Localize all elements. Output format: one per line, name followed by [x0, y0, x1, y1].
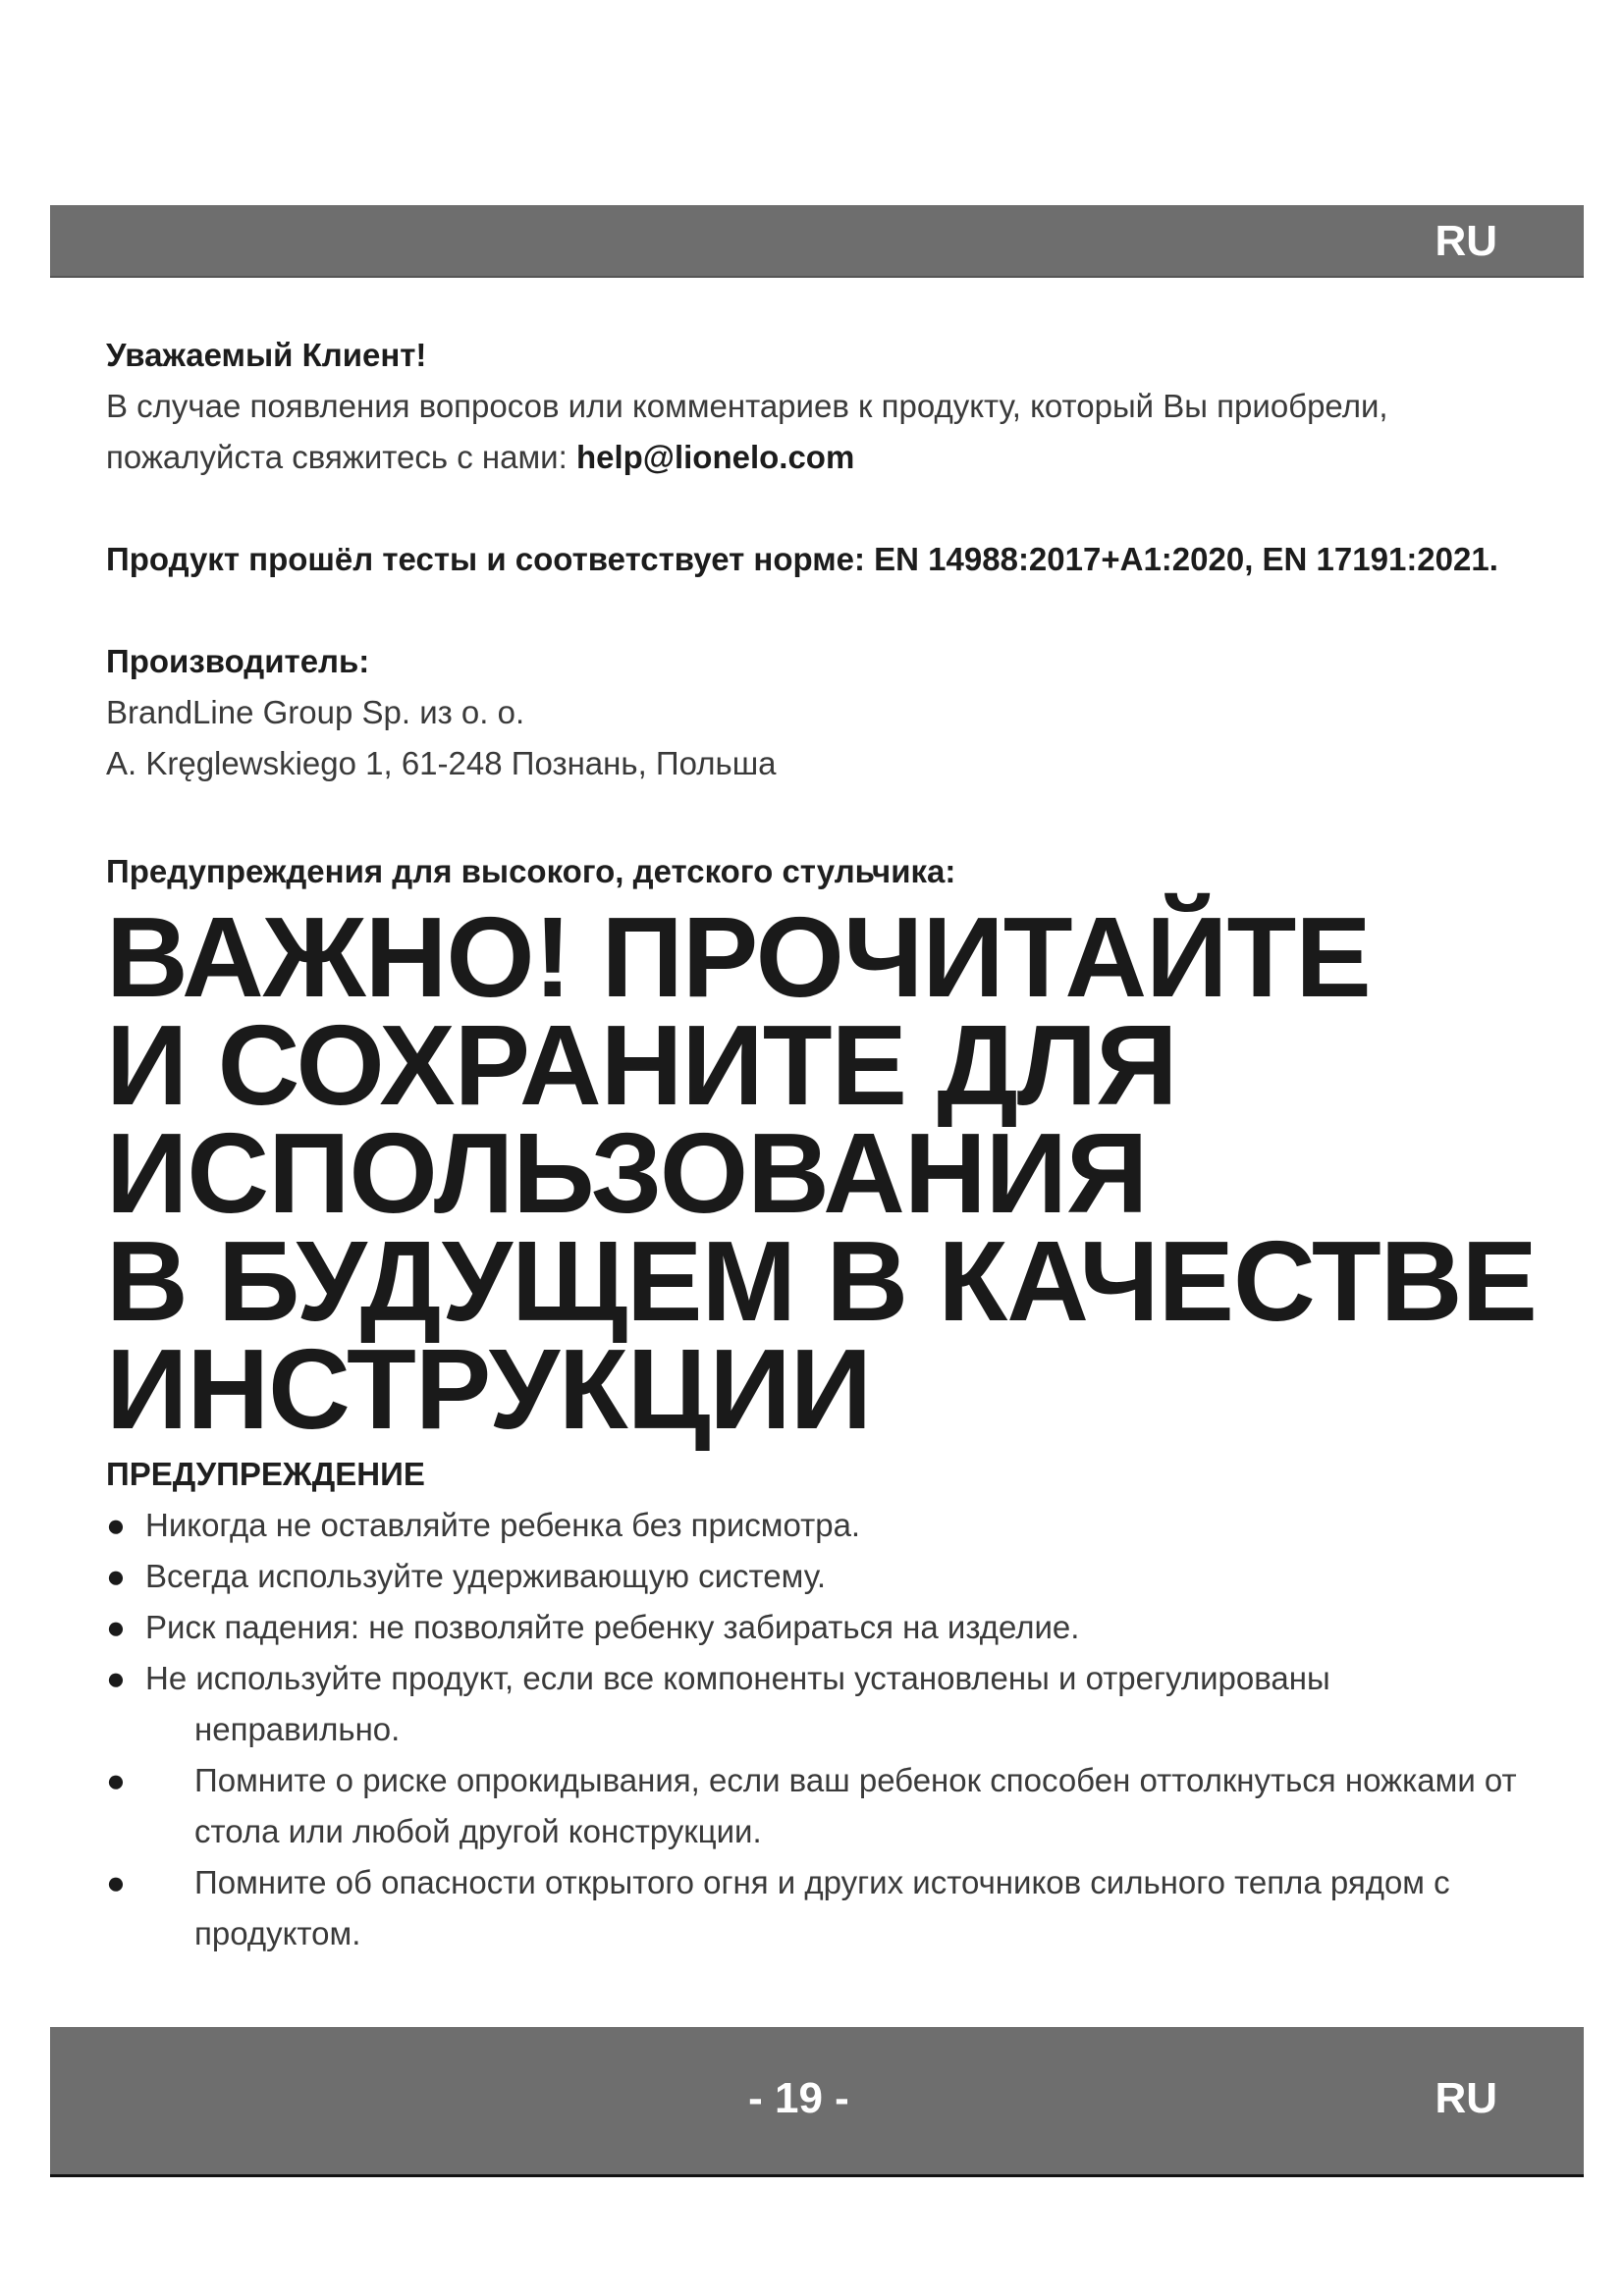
- headline-line: В БУДУЩЕМ В КАЧЕСТВЕ: [106, 1217, 1537, 1345]
- warning-title: ПРЕДУПРЕЖДЕНИЕ: [106, 1456, 425, 1492]
- page-content: [106, 330, 1537, 1959]
- greeting-title: Уважаемый Клиент!: [106, 337, 427, 373]
- list-item: [106, 1500, 1520, 1551]
- language-label: RU: [1435, 217, 1497, 265]
- warnings-heading: Предупреждения для высокого, детского стульчика:: [106, 853, 956, 889]
- bullet-icon: ●: [106, 1864, 126, 1900]
- list-item: [106, 1551, 1520, 1602]
- headline-line: ВАЖНО! ПРОЧИТАЙТЕ: [106, 893, 1371, 1021]
- footer-language-label: RU: [1435, 2074, 1497, 2122]
- bullet-icon: ●: [106, 1609, 126, 1645]
- manufacturer-name: BrandLine Group Sp. из о. о.: [106, 694, 525, 730]
- headline-line: ИНСТРУКЦИИ: [106, 1325, 872, 1453]
- list-item-text: Не используйте продукт, если все компоненты установлены и отрегулированы: [145, 1660, 1330, 1696]
- bullet-icon: ●: [106, 1558, 126, 1594]
- list-item: [106, 1857, 1520, 1959]
- headline-line: ИСПОЛЬЗОВАНИЯ: [106, 1109, 1148, 1237]
- warning-list: [106, 1500, 1520, 1959]
- list-item: [106, 1755, 1520, 1857]
- bullet-icon: ●: [106, 1660, 126, 1696]
- headline-line: И СОХРАНИТЕ ДЛЯ: [106, 1001, 1177, 1129]
- list-item-text: Помните о риске опрокидывания, если ваш ребенок способен оттолкнуться ножками от стола или любой другой конструкции.: [194, 1762, 1517, 1849]
- greeting-line-2: [106, 432, 1520, 483]
- greeting-line-1: В случае появления вопросов или комментариев к продукту, который Вы приобрели,: [106, 388, 1388, 424]
- bullet-icon: ●: [106, 1507, 126, 1543]
- footer-bar: [50, 2027, 1584, 2177]
- header-bar: [50, 205, 1584, 278]
- list-item-text: Помните об опасности открытого огня и других источников сильного тепла рядом с продуктом.: [194, 1864, 1450, 1951]
- manufacturer-address: A. Kręglewskiego 1, 61-248 Познань, Польша: [106, 745, 777, 781]
- compliance-statement: Продукт прошёл тесты и соответствует норме: EN 14988:2017+A1:2020, EN 17191:2021.: [106, 541, 1498, 577]
- bullet-icon: ●: [106, 1762, 126, 1798]
- important-headline: [106, 893, 1537, 1453]
- manufacturer-title: Производитель:: [106, 643, 370, 679]
- list-item: [106, 1602, 1520, 1653]
- list-item-text: Всегда используйте удерживающую систему.: [145, 1558, 827, 1594]
- list-item: [106, 1653, 1520, 1755]
- list-item-text: Риск падения: не позволяйте ребенку забираться на изделие.: [145, 1609, 1080, 1645]
- greeting-line-2-text: пожалуйста свяжитесь с нами:: [106, 439, 576, 475]
- page-number: - 19 -: [748, 2074, 849, 2122]
- contact-email: help@lionelo.com: [575, 439, 855, 475]
- list-item-continuation: неправильно.: [194, 1711, 401, 1747]
- list-item-text: Никогда не оставляйте ребенка без присмотра.: [145, 1507, 861, 1543]
